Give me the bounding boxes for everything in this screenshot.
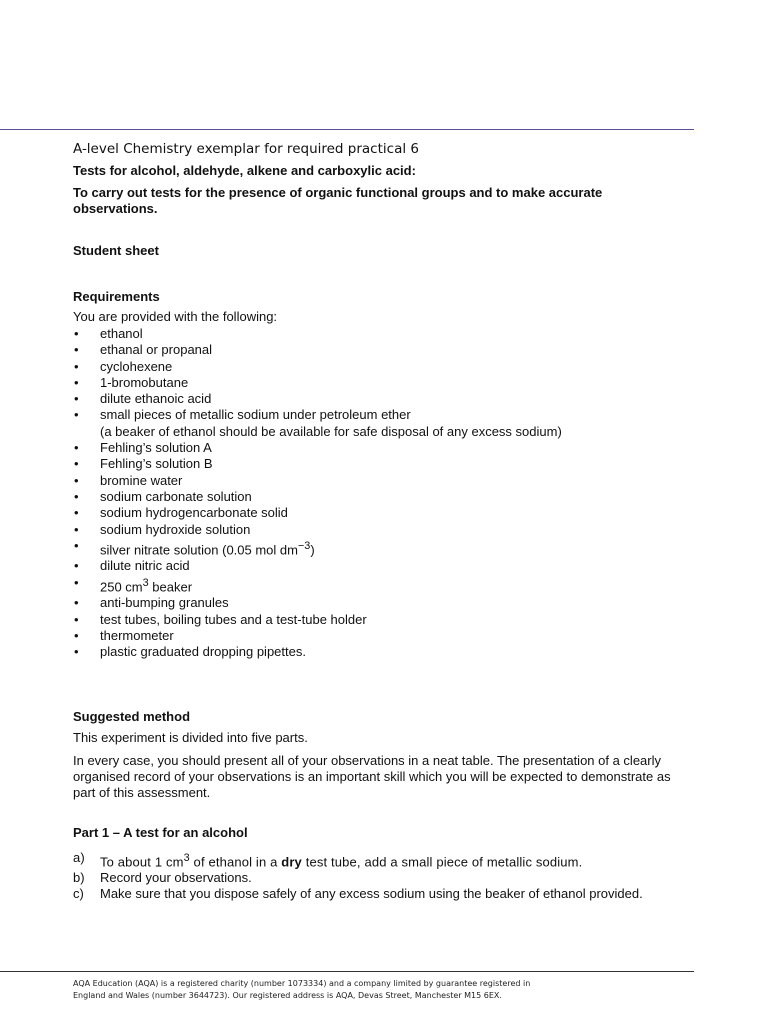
sodium-disposal-note: (a beaker of ethanol should be available for safe disposal of any excess sodium) (100, 423, 562, 439)
bullet-icon: • (74, 358, 79, 374)
footer-rule (0, 971, 694, 972)
bullet-icon: • (74, 558, 79, 574)
bullet-icon: • (74, 374, 79, 390)
bullet-icon: • (74, 342, 79, 358)
part1-heading: Part 1 – A test for an alcohol (73, 824, 248, 840)
student-sheet-heading: Student sheet (73, 243, 159, 258)
bullet-icon: • (74, 537, 79, 553)
step-item: b) Record your observations. (73, 869, 252, 885)
list-item: • thermometer (74, 628, 174, 643)
list-item: • ethanal or propanal (74, 342, 213, 358)
list-item: • Fehling’s solution A (74, 440, 212, 456)
suggested-method-heading: Suggested method (73, 708, 191, 724)
bullet-icon: • (74, 488, 79, 504)
list-item: • cyclohexene (74, 358, 173, 374)
list-item: • dilute ethanoic acid (74, 391, 212, 407)
bullet-icon: • (74, 628, 79, 643)
list-item: • sodium hydroxide solution (74, 521, 251, 537)
requirements-intro: You are provided with the following: (73, 309, 278, 324)
list-item: • Fehling’s solution B (74, 456, 213, 472)
bullet-icon: • (74, 595, 79, 611)
emphasis-dry: dry (281, 853, 302, 869)
footer-line: England and Wales (number 3644723). Our registered address is AQA, Devas Street, Manchester M15 6EX. (73, 991, 502, 1000)
practical-subtitle: Tests for alcohol, aldehyde, alkene and carboxylic acid: (73, 163, 416, 178)
footer (73, 978, 673, 1002)
list-item: • plastic graduated dropping pipettes. (74, 644, 306, 660)
superscript: 3 (142, 576, 149, 589)
step-item: a) To about 1 $cm^3$ of ethanol in a dry test tube, add a small piece of metallic sodium. (73, 849, 583, 869)
practical-aim: To carry out tests for the presence of organic functional groups and to make accurate observations. (73, 185, 603, 216)
document-body (73, 140, 673, 902)
list-item: • small pieces of metallic sodium under petroleum ether (a beaker of ethanol should be available for safe disposal of any excess sodium) (74, 407, 562, 439)
document-title: A-level Chemistry exemplar for required practical 6 (73, 141, 419, 157)
list-item: • ethanol (74, 326, 143, 341)
list-item: • 1-bromobutane (74, 374, 189, 390)
list-item: • 250 $cm^3$ beaker (74, 574, 193, 595)
list-item: • sodium carbonate solution (74, 488, 252, 504)
bullet-icon: • (74, 644, 79, 660)
bullet-icon: • (74, 407, 79, 423)
superscript: 3 (183, 851, 190, 864)
step-marker: a) (73, 849, 85, 865)
part1-steps (73, 850, 673, 902)
superscript: −3 (297, 539, 311, 552)
step-marker: b) (73, 869, 85, 885)
step-item: c) Make sure that you dispose safely of any excess sodium using the beaker of ethanol provided. (73, 885, 643, 901)
list-item: • anti-bumping granules (74, 595, 229, 611)
list-item: • bromine water (74, 472, 183, 488)
method-intro: This experiment is divided into five parts. (73, 729, 308, 745)
bullet-icon: • (74, 472, 79, 488)
bullet-icon: • (74, 611, 79, 627)
list-item: • dilute nitric acid (74, 558, 190, 574)
header-rule (0, 129, 694, 130)
list-item: • silver nitrate solution (0.05 mol $dm^{-3}$) (74, 537, 315, 558)
list-item: • test tubes, boiling tubes and a test-tube holder (74, 611, 367, 627)
requirements-list (73, 326, 673, 661)
bullet-icon: • (74, 505, 79, 521)
footer-line: AQA Education (AQA) is a registered charity (number 1073334) and a company limited by guarantee registered in (73, 979, 531, 988)
step-marker: c) (73, 885, 84, 901)
bullet-icon: • (74, 574, 79, 590)
bullet-icon: • (74, 326, 79, 341)
method-paragraph: In every case, you should present all of your observations in a neat table. The presentation of a clearly organised record of your observations is an important skill which you will be expected to demonstrate as part of this assessment. (73, 752, 671, 800)
bullet-icon: • (74, 391, 79, 407)
list-item: • sodium hydrogencarbonate solid (74, 505, 288, 521)
bullet-icon: • (74, 456, 79, 472)
bullet-icon: • (74, 521, 79, 537)
requirements-heading: Requirements (73, 289, 160, 304)
bullet-icon: • (74, 440, 79, 456)
